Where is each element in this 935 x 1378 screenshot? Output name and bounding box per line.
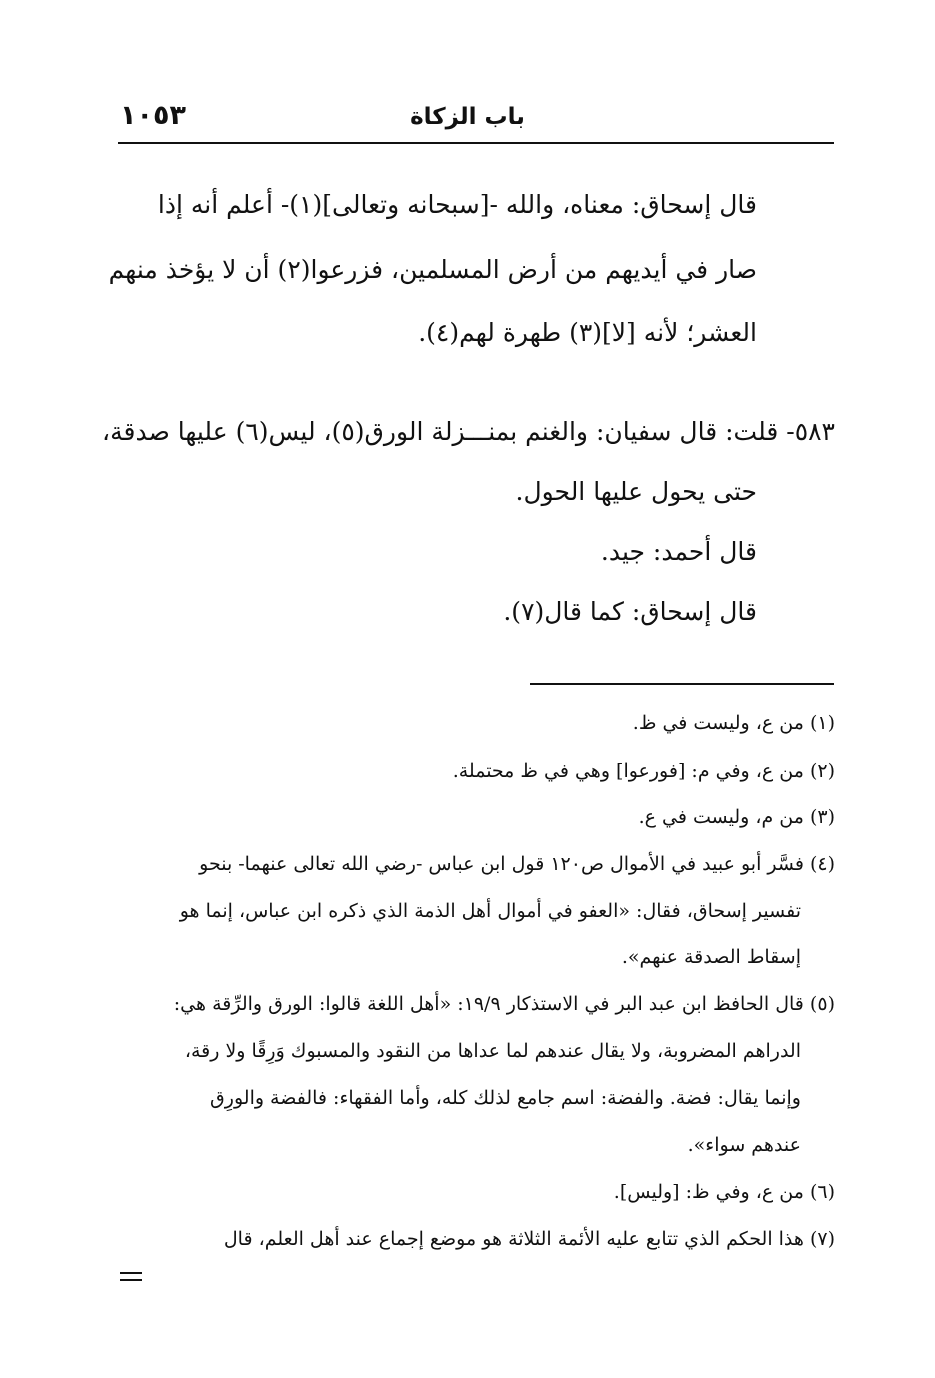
main-line-5: حتى يحول عليها الحول.	[515, 477, 757, 506]
footnote-7: (٧) هذا الحكم الذي تتابع عليه الأئمة الثلاثة هو موضع إجماع عند أهل العلم، قال	[223, 1228, 835, 1250]
footnote-separator	[530, 683, 834, 685]
main-line-2: صار في أيديهم من أرض المسلمين، فزرعوا(٢) أن لا يؤخذ منهم	[108, 255, 757, 284]
main-line-1: قال إسحاق: معناه، والله -[سبحانه وتعالى](١)- أعلم أنه إذا	[157, 190, 757, 219]
footnote-4-line-3: إسقاط الصدقة عنهم».	[621, 946, 801, 968]
continuation-mark	[120, 1272, 142, 1274]
footnote-4-line-2: تفسير إسحاق، فقال: «العفو في أموال أهل الذمة الذي ذكره ابن عباس، إنما هو	[179, 900, 801, 922]
footnote-1: (١) من ع، وليست في ظ.	[632, 712, 835, 734]
footnote-3: (٣) من م، وليست في ع.	[638, 806, 835, 828]
page-number: ١٠٥٣	[120, 100, 186, 131]
continuation-mark-lower	[120, 1279, 142, 1281]
footnote-4-line-1: (٤) فسَّر أبو عبيد في الأموال ص١٢٠ قول ابن عباس -رضي الله تعالى عنهما- بنحو	[199, 853, 835, 875]
main-line-7: قال إسحاق: كما قال(٧).	[503, 597, 757, 626]
footnote-6: (٦) من ع، وفي ظ: [وليس].	[613, 1181, 835, 1203]
footnote-5-line-1: (٥) قال الحافظ ابن عبد البر في الاستذكار ١٩/٩: «أهل اللغة قالوا: الورق والرِّقة هي:	[173, 993, 835, 1015]
footnote-5-line-4: عندهم سواء».	[687, 1134, 801, 1156]
main-line-3: العشر؛ لأنه [لا](٣) طهرة لهم(٤).	[418, 318, 757, 347]
footnote-5-line-3: وإنما يقال: فضة. والفضة: اسم جامع لذلك كله، وأما الفقهاء: فالفضة والورِق	[210, 1087, 801, 1109]
chapter-title: باب الزكاة	[410, 104, 525, 130]
footnote-5-line-2: الدراهم المضروبة، ولا يقال عندهم لما عداها من النقود والمسبوك وَرِقًا ولا رقة،	[184, 1040, 801, 1062]
footnote-2: (٢) من ع، وفي م: [فورعوا] وهي في ظ محتملة.	[452, 760, 835, 782]
main-line-6: قال أحمد: جيد.	[600, 537, 757, 566]
main-line-4: ٥٨٣- قلت: قال سفيان: والغنم بمنـــزلة الورق(٥)، ليس(٦) عليها صدقة،	[102, 417, 835, 446]
header-rule	[118, 142, 834, 144]
